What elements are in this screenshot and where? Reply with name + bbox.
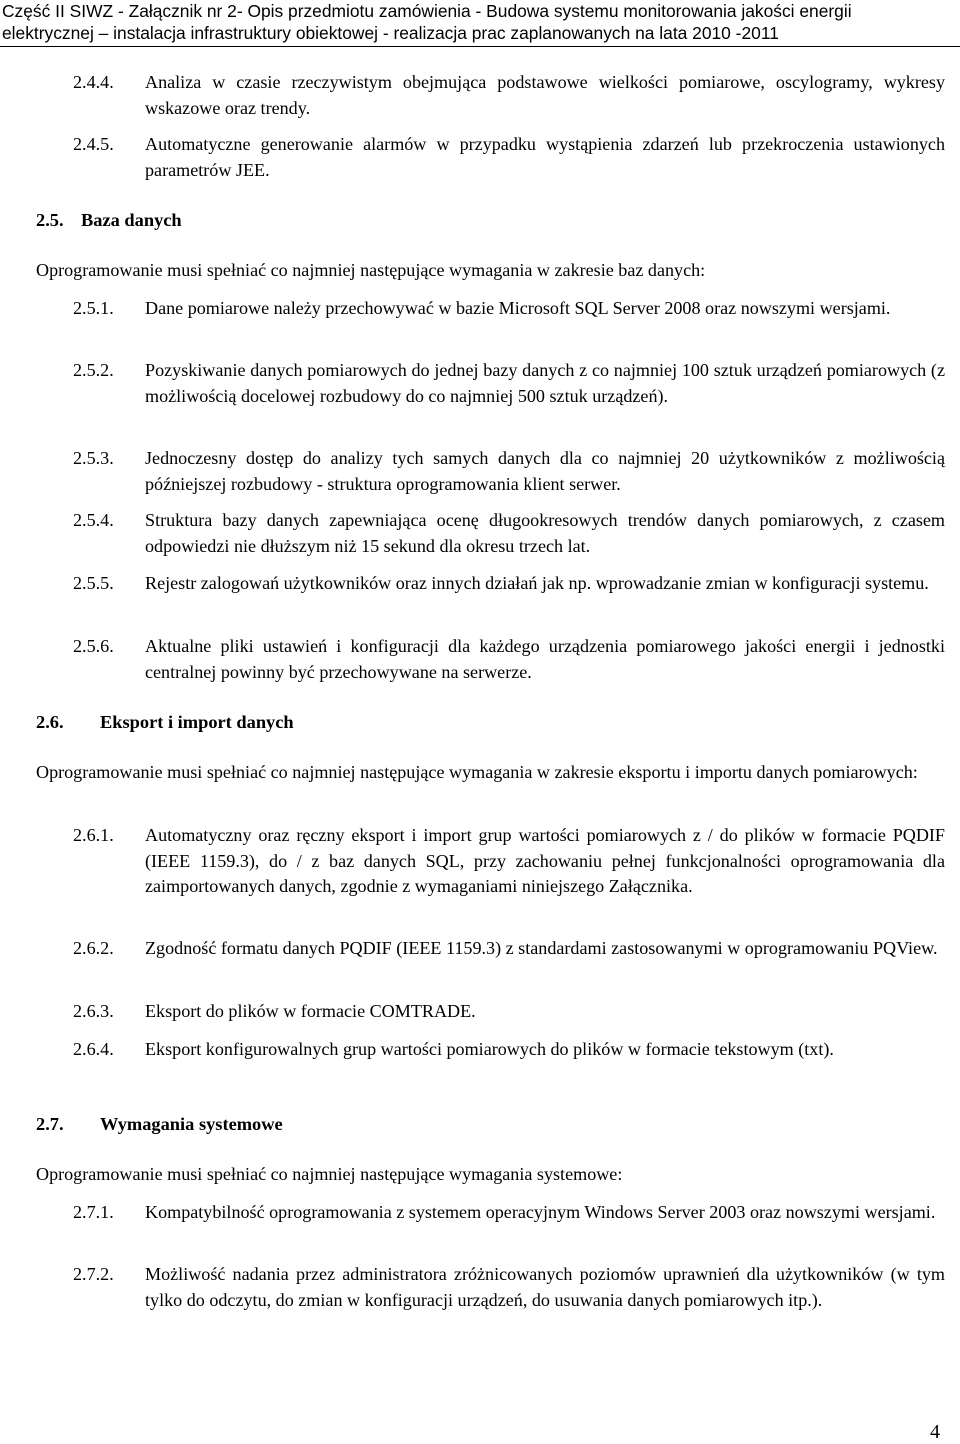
item-number: 2.7.2. xyxy=(73,1264,114,1284)
item-text: Rejestr zalogowań użytkowników oraz innych działań jak np. wprowadzanie zmian w konfiguracji systemu. xyxy=(145,573,929,593)
item-number: 2.5.6. xyxy=(73,636,114,656)
item-text: Możliwość nadania przez administratora zróżnicowanych poziomów uprawnień dla użytkowników (w tym tylko do odczytu, do zmian w konfiguracji urządzeń, do usuwania danych pomiarowych itp.). xyxy=(145,1264,945,1310)
page-number: 4 xyxy=(930,1421,940,1443)
item-text: Dane pomiarowe należy przechowywać w bazie Microsoft SQL Server 2008 oraz nowszymi wersjami. xyxy=(145,298,891,318)
item-text: Pozyskiwanie danych pomiarowych do jednej bazy danych z co najmniej 100 sztuk urządzeń pomiarowych (z możliwością docelowej rozbudowy do co najmniej 500 sztuk urządzeń). xyxy=(145,360,945,406)
item-number: 2.6.4. xyxy=(73,1039,114,1059)
item-text: Kompatybilność oprogramowania z systemem operacyjnym Windows Server 2003 oraz nowszymi wersjami. xyxy=(145,1202,936,1222)
header-divider xyxy=(0,46,960,47)
item-text: Aktualne pliki ustawień i konfiguracji dla każdego urządzenia pomiarowego jakości energii i jednostki centralnej powinny być przechowywane na serwerze. xyxy=(145,636,945,682)
section-intro: Oprogramowanie musi spełniać co najmniej następujące wymagania w zakresie baz danych: xyxy=(36,260,706,280)
document-header xyxy=(0,0,960,44)
item-number: 2.5.5. xyxy=(73,573,114,593)
item-text: Automatyczne generowanie alarmów w przypadku wystąpienia zdarzeń lub przekroczenia ustawionych parametrów JEE. xyxy=(145,134,945,180)
item-number: 2.5.1. xyxy=(73,298,114,318)
item-number: 2.5.2. xyxy=(73,360,114,380)
item-text: Eksport do plików w formacie COMTRADE. xyxy=(145,1001,476,1021)
item-text: Struktura bazy danych zapewniająca ocenę długookresowych trendów danych pomiarowych, z czasem odpowiedzi nie dłuższym niż 15 sekund dla okresu trzech lat. xyxy=(145,510,945,556)
item-text: Eksport konfigurowalnych grup wartości pomiarowych do plików w formacie tekstowym (txt). xyxy=(145,1039,834,1059)
item-text: Zgodność formatu danych PQDIF (IEEE 1159.3) z standardami zastosowanymi w oprogramowaniu PQView. xyxy=(145,938,938,958)
header-line-1: Część II SIWZ - Załącznik nr 2- Opis przedmiotu zamówienia - Budowa systemu monitorowania jakości energii xyxy=(2,1,852,21)
item-number: 2.4.4. xyxy=(73,72,114,92)
section-intro: Oprogramowanie musi spełniać co najmniej następujące wymagania systemowe: xyxy=(36,1164,623,1184)
item-text: Jednoczesny dostęp do analizy tych samych danych dla co najmniej 20 użytkowników z możliwością późniejszej rozbudowy - struktura oprogramowania klient serwer. xyxy=(145,448,945,494)
item-number: 2.6.3. xyxy=(73,1001,114,1021)
item-number: 2.5.3. xyxy=(73,448,114,468)
section-title: Baza danych xyxy=(81,210,182,230)
item-number: 2.6.1. xyxy=(73,825,114,845)
item-number: 2.5.4. xyxy=(73,510,114,530)
section-title: Wymagania systemowe xyxy=(100,1114,283,1134)
item-text: Analiza w czasie rzeczywistym obejmująca podstawowe wielkości pomiarowe, oscylogramy, wykresy wskazowe oraz trendy. xyxy=(145,72,945,118)
item-number: 2.6.2. xyxy=(73,938,114,958)
section-number: 2.6. xyxy=(36,712,64,732)
header-line-2: elektrycznej – instalacja infrastruktury obiektowej - realizacja prac zaplanowanych na lata 2010 -2011 xyxy=(2,23,779,43)
item-number: 2.4.5. xyxy=(73,134,114,154)
item-number: 2.7.1. xyxy=(73,1202,114,1222)
item-text: Automatyczny oraz ręczny eksport i import grup wartości pomiarowych z / do plików w formacie PQDIF (IEEE 1159.3), do / z baz danych SQL, przy zachowaniu pełnej funkcjonalności oprogramowania dla zaimportowanych danych, zgodnie z wymaganiami niniejszego Załącznika. xyxy=(145,825,945,897)
section-title: Eksport i import danych xyxy=(100,712,294,732)
section-number: 2.5. xyxy=(36,210,64,230)
section-intro: Oprogramowanie musi spełniać co najmniej następujące wymagania w zakresie eksportu i importu danych pomiarowych: xyxy=(36,762,918,782)
section-number: 2.7. xyxy=(36,1114,64,1134)
